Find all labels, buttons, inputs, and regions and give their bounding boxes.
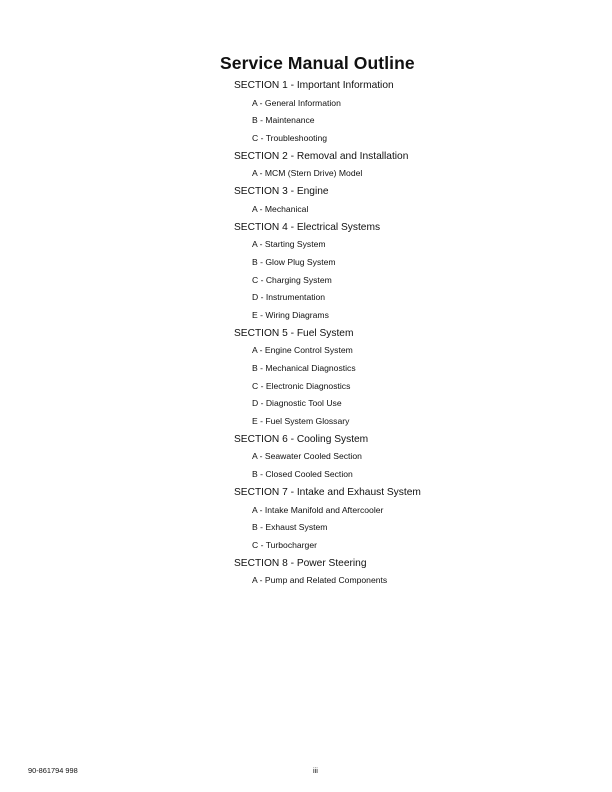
subsection-item: A - Engine Control System [252,345,353,356]
subsection-item: B - Maintenance [252,115,315,126]
subsection-item: E - Wiring Diagrams [252,309,329,320]
subsection-item: C - Charging System [252,274,332,285]
subsection-item: A - General Information [252,97,341,108]
footer-doc-number: 90-861794 998 [28,766,78,775]
subsection-item: A - Pump and Related Components [252,575,388,586]
subsection-item: A - MCM (Stern Drive) Model [252,168,363,179]
section-heading: SECTION 6 - Cooling System [234,433,369,445]
section-heading: SECTION 8 - Power Steering [234,557,367,569]
subsection-item: D - Diagnostic Tool Use [252,398,342,409]
section-heading: SECTION 1 - Important Information [234,80,394,91]
section-heading: SECTION 7 - Intake and Exhaust System [234,486,421,498]
subsection-item: B - Exhaust System [252,522,328,533]
section-heading: SECTION 2 - Removal and Installation [234,150,409,162]
subsection-item: B - Mechanical Diagnostics [252,363,356,373]
subsection-item: C - Turbocharger [252,539,317,550]
subsection-item: D - Instrumentation [252,292,326,303]
subsection-item: A - Seawater Cooled Section [252,451,362,462]
subsection-item: A - Starting System [252,239,326,250]
subsection-item: A - Mechanical [252,203,309,214]
subsection-item: A - Intake Manifold and Aftercooler [252,504,384,515]
footer-page-number: iii [313,766,318,775]
subsection-item: B - Glow Plug System [252,256,336,267]
subsection-item: C - Troubleshooting [252,133,327,144]
outline-list [234,77,594,590]
subsection-item: E - Fuel System Glossary [252,416,350,427]
page-title: Service Manual Outline [220,53,415,73]
subsection-item: C - Electronic Diagnostics [252,380,351,391]
subsection-item: B - Closed Cooled Section [252,469,353,480]
section-heading: SECTION 5 - Fuel System [234,327,354,339]
section-heading: SECTION 3 - Engine [234,186,329,198]
section-heading: SECTION 4 - Electrical Systems [234,221,381,233]
